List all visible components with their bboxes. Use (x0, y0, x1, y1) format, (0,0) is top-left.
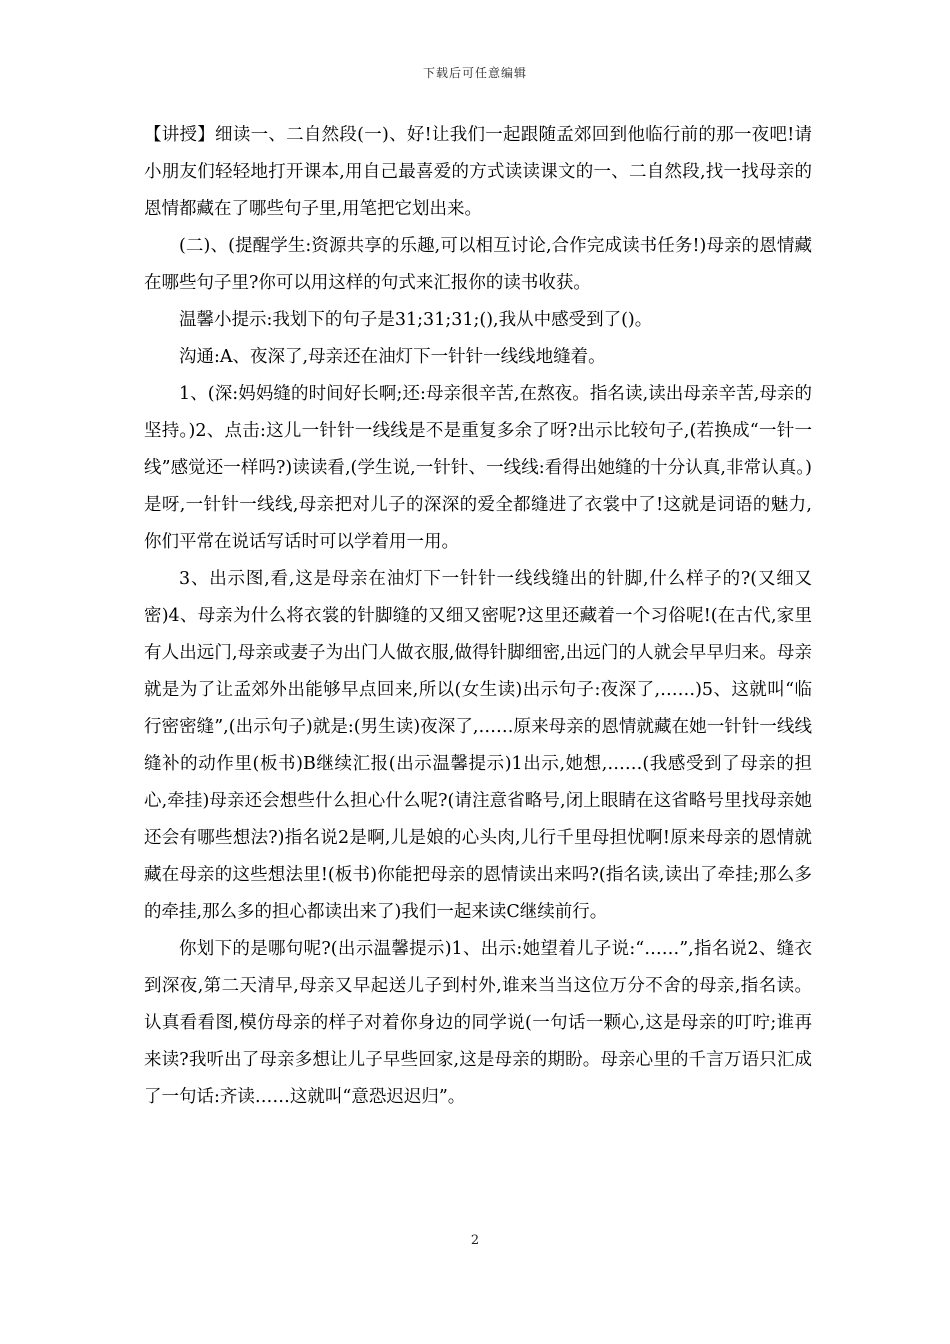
document-body (144, 117, 812, 1116)
paragraph-4: 沟通:A、夜深了,母亲还在油灯下一针针一线线地缝着。 (179, 347, 606, 367)
paragraph-2: (二)、(提醒学生:资源共享的乐趣,可以相互讨论,合作完成读书任务!)母亲的恩情藏在哪些句子里?你可以用这样的句式来汇报你的读书收获。 (144, 236, 812, 293)
paragraph-5: 1、(深:妈妈缝的时间好长啊;还:母亲很辛苦,在熬夜。指名读,读出母亲辛苦,母亲的坚持。)2、点击:这儿一针针一线线是不是重复多余了呀?出示比较句子,(若换成“一针一线”感觉还一样吗?)读读看,(学生说,一针针、一线线:看得出她缝的十分认真,非常认真。)是呀,一针针一线线,母亲把对儿子的深深的爱全都缝进了衣裳中了!这就是词语的魅力,你们平常在说话写话时可以学着用一用。 (144, 384, 812, 552)
paragraph-3: 温馨小提示:我划下的句子是31;31;31;(),我从中感受到了()。 (179, 310, 653, 330)
page-number: 2 (470, 1233, 480, 1248)
page-header: 下载后可任意编辑 (422, 66, 527, 80)
paragraph-1: 【讲授】细读一、二自然段(一)、好!让我们一起跟随孟郊回到他临行前的那一夜吧!请小朋友们轻轻地打开课本,用自己最喜爱的方式读读课文的一、二自然段,找一找母亲的恩情都藏在了哪些句子里,用笔把它划出来。 (144, 125, 812, 219)
paragraph-6: 3、出示图,看,这是母亲在油灯下一针针一线线缝出的针脚,什么样子的?(又细又密)4、母亲为什么将衣裳的针脚缝的又细又密呢?这里还藏着一个习俗呢!(在古代,家里有人出远门,母亲或妻子为出门人做衣服,做得针脚细密,出远门的人就会早早归来。母亲就是为了让孟郊外出能够早点回来,所以(女生读)出示句子:夜深了,……)5、这就叫“临行密密缝”,(出示句子)就是:(男生读)夜深了,……原来母亲的恩情就藏在她一针针一线线缝补的动作里(板书)B继续汇报(出示温馨提示)1出示,她想,……(我感受到了母亲的担心,牵挂)母亲还会想些什么担心什么呢?(请注意省略号,闭上眼睛在这省略号里找母亲她还会有哪些想法?)指名说2是啊,儿是娘的心头肉,儿行千里母担忧啊!原来母亲的恩情就藏在母亲的这些想法里!(板书)你能把母亲的恩情读出来吗?(指名读,读出了牵挂;那么多的牵挂,那么多的担心都读出来了)我们一起来读C继续前行。 (144, 569, 812, 922)
paragraph-7: 你划下的是哪句呢?(出示温馨提示)1、出示:她望着儿子说:“……”,指名说2、缝衣到深夜,第二天清早,母亲又早起送儿子到村外,谁来当当这位万分不舍的母亲,指名读。认真看看图,模仿母亲的样子对着你身边的同学说(一句话一颗心,这是母亲的叮咛;谁再来读?我听出了母亲多想让儿子早些回家,这是母亲的期盼。母亲心里的千言万语只汇成了一句话:齐读……这就叫“意恐迟迟归”。 (144, 939, 812, 1107)
